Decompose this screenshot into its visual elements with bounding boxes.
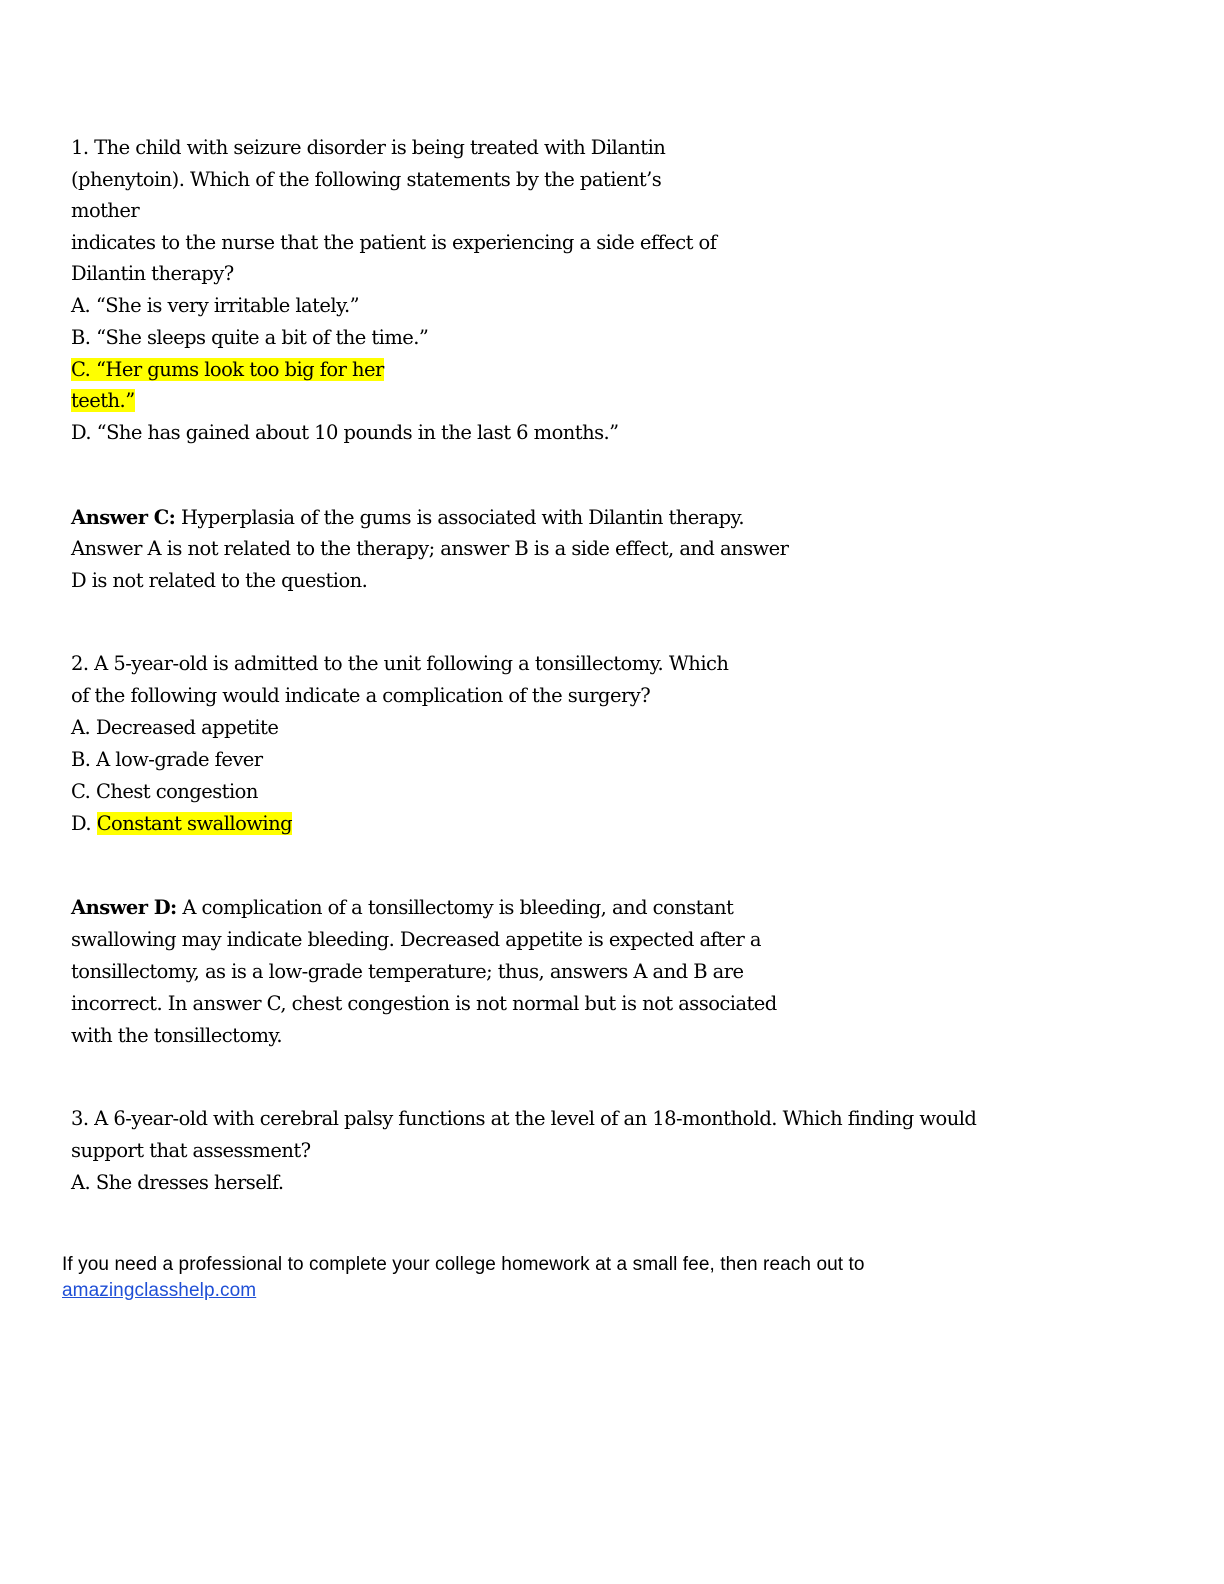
q1-stem-line-1: 1. The child with seizure disorder is being treated with Dilantin	[71, 136, 666, 159]
q2-answer-line-4: incorrect. In answer C, chest congestion is not normal but is not associated	[71, 992, 777, 1015]
footer-link[interactable]: amazingclasshelp.com	[62, 1280, 257, 1301]
q1-stem-line-3: mother	[71, 199, 140, 222]
q1-option-c-highlight-2: teeth.”	[71, 389, 135, 412]
q2-option-a: A. Decreased appetite	[71, 716, 279, 739]
q3-stem-line-1: 3. A 6-year-old with cerebral palsy functions at the level of an 18-monthold. Which finding would	[71, 1107, 977, 1130]
q1-answer-line-2: Answer A is not related to the therapy; answer B is a side effect, and answer	[71, 537, 789, 560]
q1-stem-line-2: (phenytoin). Which of the following statements by the patient’s	[71, 168, 662, 191]
q2-answer-line-5: with the tonsillectomy.	[71, 1024, 283, 1047]
q2-option-c: C. Chest congestion	[71, 780, 258, 803]
q1-option-d: D. “She has gained about 10 pounds in the last 6 months.”	[71, 421, 619, 444]
q1-option-b: B. “She sleeps quite a bit of the time.”	[71, 326, 429, 349]
q2-option-d	[71, 808, 292, 840]
q1-answer-line-3: D is not related to the question.	[71, 569, 368, 592]
q2-answer-line-3: tonsillectomy, as is a low-grade temperature; thus, answers A and B are	[71, 960, 744, 983]
footer-text: If you need a professional to complete your college homework at a small fee, then reach out to	[62, 1254, 865, 1275]
q1-stem-line-5: Dilantin therapy?	[71, 262, 234, 285]
q2-answer-line-1	[71, 892, 733, 924]
q2-option-d-highlight: Constant swallowing	[96, 812, 293, 835]
q2-answer-line-2: swallowing may indicate bleeding. Decreased appetite is expected after a	[71, 928, 761, 951]
q1-option-c-highlight: C. “Her gums look too big for her	[71, 358, 384, 381]
q3-stem-line-2: support that assessment?	[71, 1139, 311, 1162]
q2-option-d-prefix: D.	[71, 812, 97, 835]
q2-option-b: B. A low-grade fever	[71, 748, 263, 771]
footer-link-line	[62, 1278, 256, 1304]
q1-option-a: A. “She is very irritable lately.”	[71, 294, 360, 317]
q1-answer-text: Hyperplasia of the gums is associated with Dilantin therapy.	[175, 506, 745, 529]
q1-option-c-line-2	[71, 385, 135, 417]
q2-answer-label: Answer D:	[71, 896, 177, 919]
q1-answer-line-1	[71, 502, 744, 534]
q2-answer-text: A complication of a tonsillectomy is bleeding, and constant	[176, 896, 734, 919]
q1-stem-line-4: indicates to the nurse that the patient is experiencing a side effect of	[71, 231, 717, 254]
q2-stem-line-2: of the following would indicate a complication of the surgery?	[71, 684, 651, 707]
q1-option-c-line-1	[71, 354, 384, 386]
q2-stem-line-1: 2. A 5-year-old is admitted to the unit following a tonsillectomy. Which	[71, 652, 729, 675]
q1-answer-label: Answer C:	[71, 506, 176, 529]
q3-option-a: A. She dresses herself.	[71, 1171, 284, 1194]
